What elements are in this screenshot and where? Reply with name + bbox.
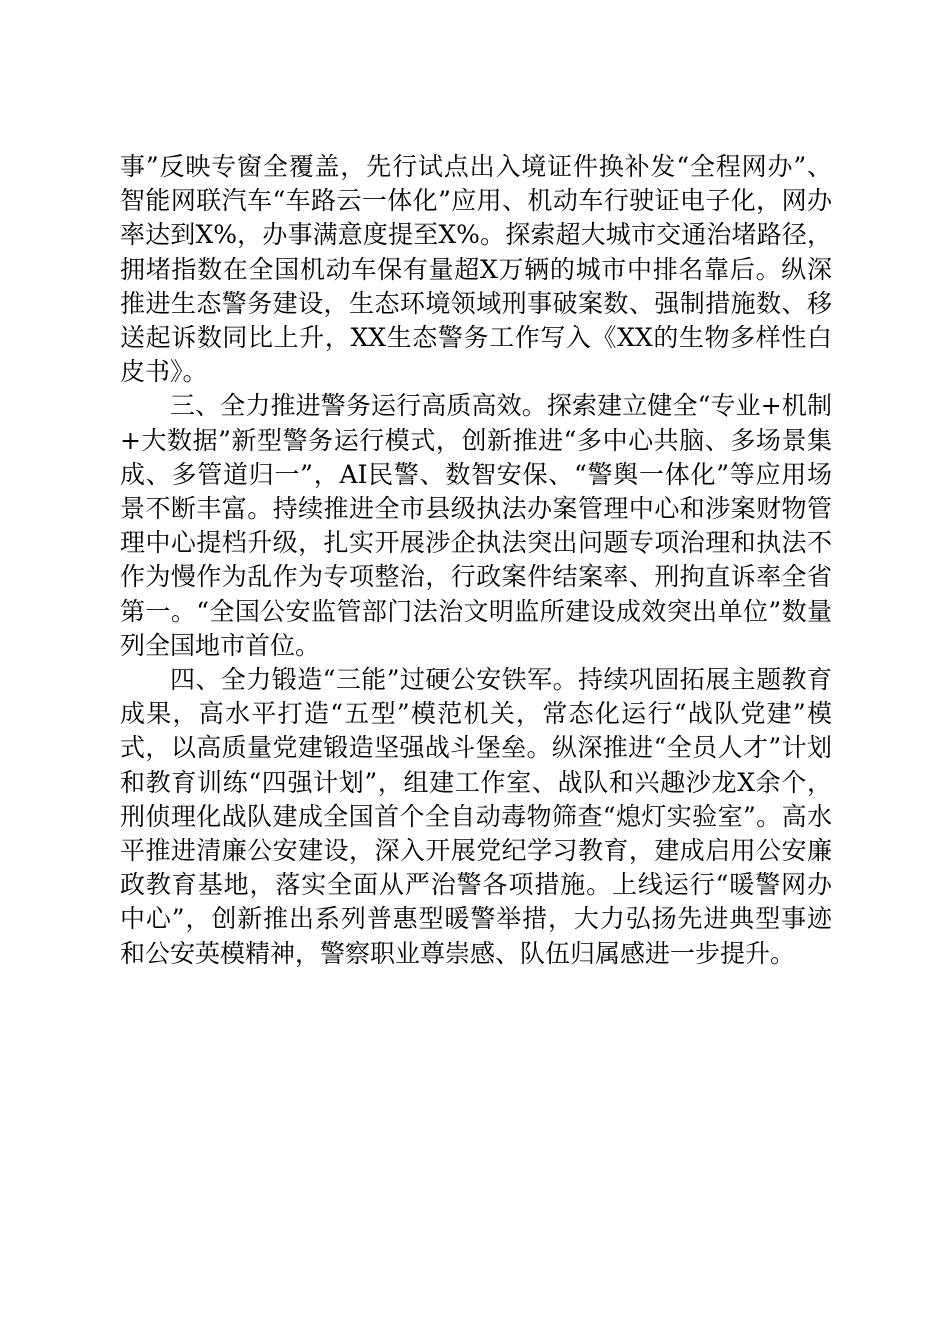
paragraph-section-3: 三、全力推进警务运行高质高效。探索建立健全“专业+机制+大数据”新型警务运行模式，创新推进“多中心共脑、多场景集成、多管道归一”，AI民警、数智安保、“警舆一体化”等应用场景不断丰富。持续推进全市县级执法办案管理中心和涉案财物管理中心提档升级，扎实开展涉企执法突出问题专项治理和执法不作为慢作为乱作为专项整治，行政案件结案率、刑拘直诉率全省第一。“全国公安监管部门法治文明监所建设成效突出单位”数量列全国地市首位。	[120, 391, 832, 660]
paragraph-section-4: 四、全力锻造“三能”过硬公安铁军。持续巩固拓展主题教育成果，高水平打造“五型”模范机关，常态化运行“战队党建”模式，以高质量党建锻造坚强战斗堡垒。纵深推进“全员人才”计划和教育训练“四强计划”，组建工作室、战队和兴趣沙龙X余个，刑侦理化战队建成全国首个全自动毒物筛查“熄灯实验室”。高水平推进清廉公安建设，深入开展党纪学习教育，建成启用公安廉政教育基地，落实全面从严治警各项措施。上线运行“暖警网办中心”，创新推出系列普惠型暖警举措，大力弘扬先进典型事迹和公安英模精神，警察职业尊崇感、队伍归属感进一步提升。	[120, 665, 832, 968]
body-text	[120, 150, 832, 971]
paragraph-continuation: 事”反映专窗全覆盖，先行试点出入境证件换补发“全程网办”、智能网联汽车“车路云一体化”应用、机动车行驶证电子化，网办率达到X%，办事满意度提至X%。探索超大城市交通治堵路径，拥堵指数在全国机动车保有量超X万辆的城市中排名靠后。纵深推进生态警务建设，生态环境领域刑事破案数、强制措施数、移送起诉数同比上升，XX生态警务工作写入《XX的生物多样性白皮书》。	[120, 152, 832, 387]
